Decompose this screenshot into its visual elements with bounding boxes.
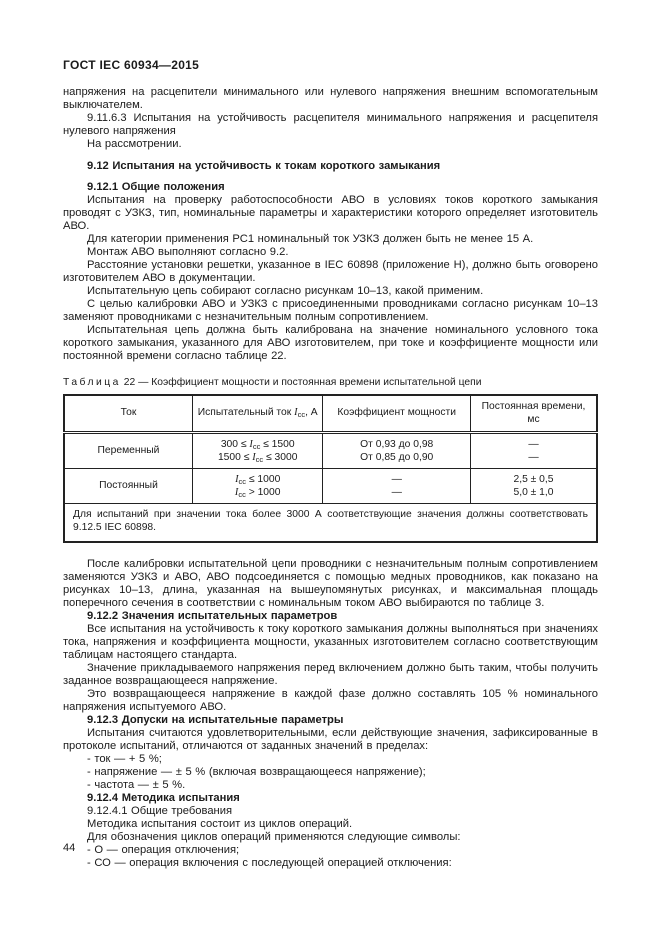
paragraph: Испытательная цепь должна быть калибрована на значение номинального условного тока короткого замыкания, указанного для АВО изготовителем, при токе и коэффициенте мощности или постоянной времени согласно таблице 22. (63, 324, 598, 362)
doc-header-title: ГОСТ IEC 60934—2015 (63, 58, 200, 72)
paragraph: Испытания на проверку работоспособности АВО в условиях токов короткого замыкания проводят с УЗКЗ, тип, номинальные параметры и характеристики которого определяет изготовитель АВО. (63, 194, 598, 232)
table-header-row (64, 395, 597, 433)
cell-tc-line: 2,5 ± 0,5 (513, 474, 554, 485)
table-header-current-post: , А (305, 407, 318, 419)
paragraph: Монтаж АВО выполняют согласно 9.2. (87, 246, 289, 258)
paragraph-continuation: напряжения на расцепители минимального или нулевого напряжения внешним вспомогательным выключателем. (63, 86, 598, 111)
cell-current-line: $1500 \le I_{cc} \le 3000$ (217, 452, 298, 464)
cell-tc-line: — (528, 452, 539, 463)
list-item-napryazhenie: - напряжение — ± 5 % (включая возвращающееся напряжение); (87, 766, 426, 778)
table-22 (63, 394, 598, 543)
cell-pf-line: — (391, 474, 402, 485)
paragraph: Испытательную цепь собирают согласно рисункам 10–13, какой применим. (87, 285, 484, 297)
paragraph: С целью калибровки АВО и УЗКЗ с присоединенными проводниками согласно рисункам 10–13 заменяют проводниками с незначительным полным сопротивлением. (63, 298, 598, 323)
list-item-tok: - ток — + 5 %; (87, 753, 162, 765)
table-caption-word: Таблица (63, 377, 121, 388)
heading-9-12-4-1: 9.12.4.1 Общие требования (87, 805, 233, 817)
cell-pf-line: От 0,85 до 0,90 (360, 452, 434, 463)
cell-tc (471, 433, 598, 469)
cell-pf-line: От 0,93 до 0,98 (360, 439, 434, 450)
cell-tok: Постоянный (64, 469, 192, 504)
page-number: 44 (63, 842, 76, 854)
paragraph: Методика испытания состоит из циклов операций. (87, 818, 353, 830)
paragraph: Для обозначения циклов операций применяются следующие символы: (87, 831, 461, 843)
table-row-dc (64, 469, 597, 504)
heading-9-12-4: 9.12.4 Методика испытания (87, 792, 240, 804)
table-header-pf: Коэффициент мощности (323, 395, 471, 433)
list-item-co: - СО — операция включения с последующей операцией отключения: (87, 857, 452, 869)
heading-9-12-2: 9.12.2 Значения испытательных параметров (87, 610, 338, 622)
cell-current-line: $I_{cc} \le 1000$ (235, 474, 281, 486)
cell-pf-line: — (391, 487, 402, 498)
table-row-ac (64, 433, 597, 469)
paragraph: Испытания считаются удовлетворительными, если действующие значения, зафиксированные в протоколе испытаний, отличаются от заданных значений в пределах: (63, 727, 598, 752)
table-note-row (64, 504, 597, 543)
table-caption (63, 377, 598, 389)
heading-9-12-3: 9.12.3 Допуски на испытательные параметры (87, 714, 344, 726)
paragraph: Это возвращающееся напряжение в каждой фазе должно составлять 105 % номинального напряжения испытуемого АВО. (63, 688, 598, 713)
paragraph-na-rassmotrenii: На рассмотрении. (87, 138, 182, 150)
table-header-tc: Постоянная времени, мс (471, 395, 598, 433)
cell-pf (323, 433, 471, 469)
table-header-current (192, 395, 322, 433)
paragraph: Значение прикладываемого напряжения перед включением должно быть таким, чтобы получить заданное возвращающееся напряжение. (63, 662, 598, 687)
table-header-current-pre: Испытательный ток (197, 407, 295, 419)
cell-tc-line: — (528, 439, 539, 450)
cell-tok: Переменный (64, 433, 192, 469)
table-note: Для испытаний при значении тока более 3000 А соответствующие значения должны соответствовать 9.12.5 IEC 60898. (64, 504, 597, 543)
page-content (63, 58, 598, 870)
current-symbol: I (294, 407, 298, 419)
table-header-tok: Ток (64, 395, 192, 433)
list-item-chastota: - частота — ± 5 %. (87, 779, 186, 791)
current-subscript: cc (297, 410, 306, 420)
cell-current (192, 433, 322, 469)
heading-9-12-1: 9.12.1 Общие положения (87, 181, 225, 193)
cell-current-line: $300 \le I_{cc} \le 1500$ (220, 439, 295, 451)
table-caption-title: — Коэффициент мощности и постоянная времени испытательной цепи (138, 377, 482, 388)
cell-current (192, 469, 322, 504)
cell-tc-line: 5,0 ± 1,0 (513, 487, 554, 498)
table-caption-number: 22 (123, 377, 136, 388)
paragraph: Все испытания на устойчивость к току короткого замыкания должны выполняться при значениях тока, напряжения и коэффициента мощности, указанных изготовителем согласно соответствующим таблицам настоящего стандарта. (63, 623, 598, 661)
cell-pf (323, 469, 471, 504)
cell-tc (471, 469, 598, 504)
list-item-o: - О — операция отключения; (87, 844, 240, 856)
paragraph: После калибровки испытательной цепи проводники с незначительным полным сопротивлением заменяются УЗКЗ и АВО, АВО подсоединяется с помощью медных проводников, как показано на рисунках 10–13, длина, указанная на вышеупомянутых рисунках, и максимальная площадь поперечного сечения в соответствии с номинальным током АВО выбираются по таблице 3. (63, 558, 598, 609)
paragraph: Расстояние установки решетки, указанное в IEC 60898 (приложение Н), должно быть оговорено изготовителем АВО в документации. (63, 259, 598, 284)
heading-9-11-6-3: 9.11.6.3 Испытания на устойчивость расцепителя минимального напряжения и расцепителя нулевого напряжения (63, 112, 598, 137)
heading-9-12: 9.12 Испытания на устойчивость к токам короткого замыкания (87, 160, 441, 172)
cell-current-line: $I_{cc} > 1000$ (234, 487, 281, 499)
paragraph: Для категории применения РС1 номинальный ток УЗКЗ должен быть не менее 15 А. (87, 233, 534, 245)
